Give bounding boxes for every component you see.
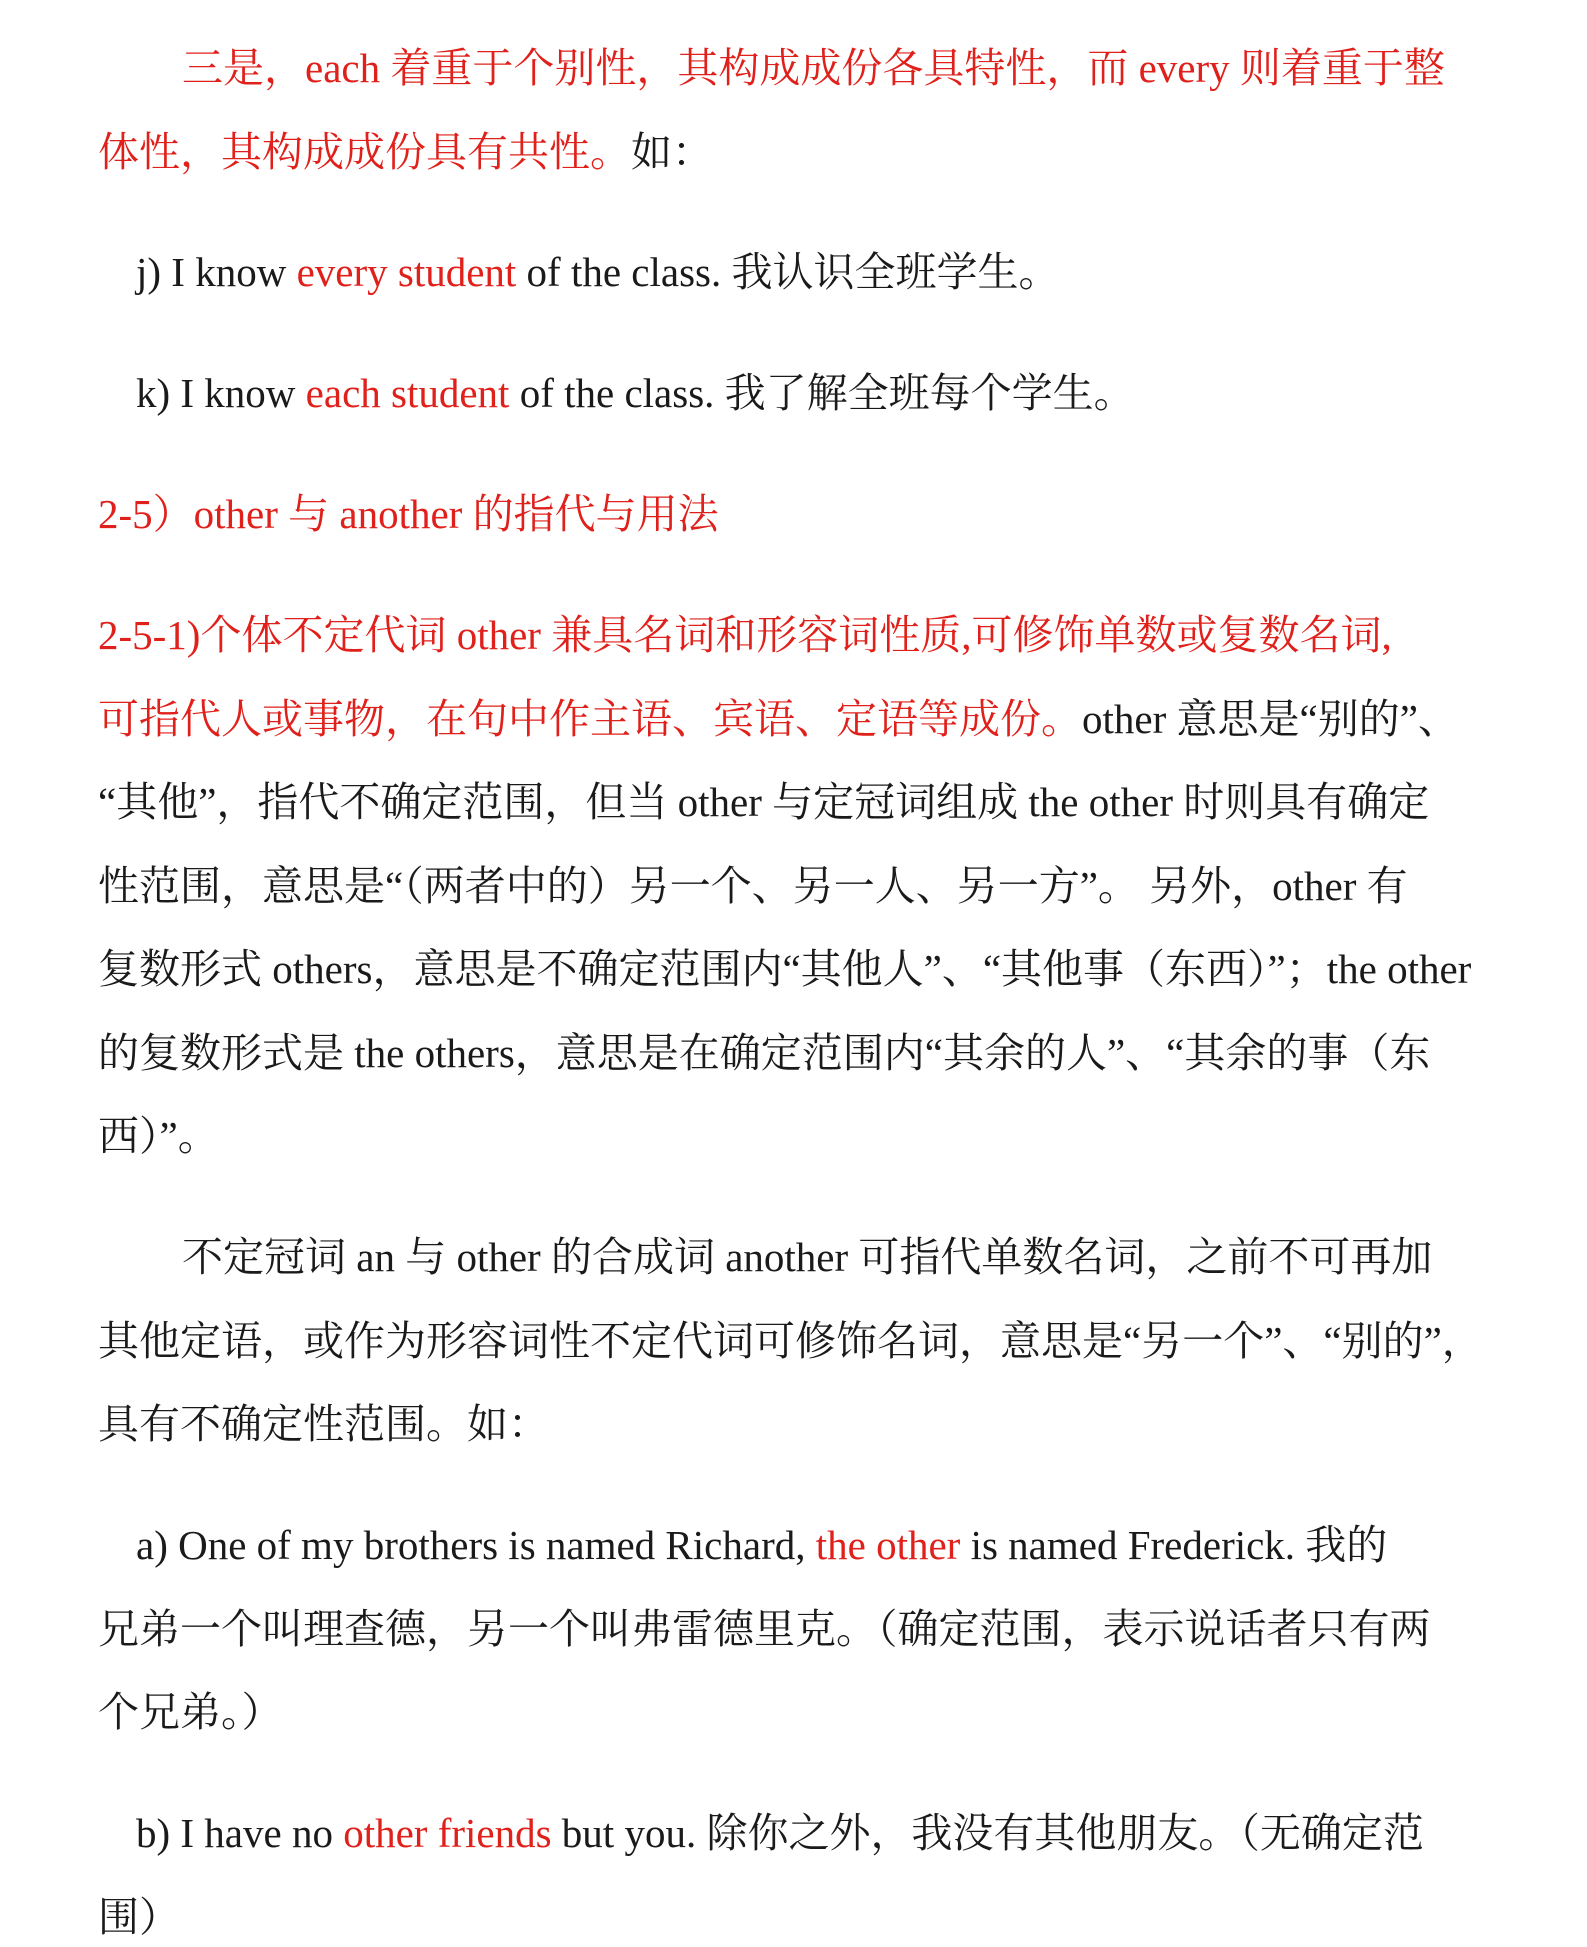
example-b-line-1 xyxy=(136,1803,1424,1863)
paragraph-2-red-text: 可指代人或事物，在句中作主语、宾语、定语等成份。 xyxy=(98,696,1082,742)
example-b-line-2: 围） xyxy=(98,1894,180,1940)
example-a-line-1 xyxy=(136,1515,1387,1575)
paragraph-2-line-1: 2-5-1)个体不定代词 other 兼具名词和形容词性质,可修饰单数或复数名词, xyxy=(98,612,1392,658)
paragraph-1-line-2 xyxy=(98,122,713,182)
paragraph-2-line-7: 西）”。 xyxy=(98,1113,219,1159)
example-a-highlight: the other xyxy=(815,1522,961,1568)
example-j-suffix: of the class. 我认识全班学生。 xyxy=(516,249,1060,295)
example-k-suffix: of the class. 我了解全班每个学生。 xyxy=(509,370,1135,416)
example-j xyxy=(136,242,1060,302)
paragraph-3-line-2: 其他定语，或作为形容词性不定代词可修饰名词，意思是“另一个”、“别的”， xyxy=(98,1318,1483,1364)
paragraph-1-line-1: 三是，each 着重于个别性，其构成成份各具特性，而 every 则着重于整 xyxy=(182,45,1445,91)
paragraph-2-text: other 意思是“别的”、 xyxy=(1082,696,1459,742)
example-a-suffix: is named Frederick. 我的 xyxy=(960,1522,1388,1568)
example-a-prefix: a) One of my brothers is named Richard, xyxy=(136,1522,816,1568)
paragraph-2-line-5: 复数形式 others，意思是不确定范围内“其他人”、“其他事（东西）”；the other xyxy=(98,946,1472,992)
paragraph-1-red-text: 体性，其构成成份具有共性。 xyxy=(98,129,631,175)
example-k xyxy=(136,363,1135,423)
paragraph-2-line-3: “其他”，指代不确定范围，但当 other 与定冠词组成 the other 时则具有确定 xyxy=(98,779,1430,825)
paragraph-2-line-2 xyxy=(98,689,1459,749)
example-b-suffix: but you. 除你之外，我没有其他朋友。（无确定范 xyxy=(551,1810,1424,1856)
example-a-line-3: 个兄弟。） xyxy=(98,1689,283,1735)
example-b-prefix: b) I have no xyxy=(136,1810,344,1856)
paragraph-3-line-1: 不定冠词 an 与 other 的合成词 another 可指代单数名词，之前不可再加 xyxy=(182,1234,1433,1280)
example-j-highlight: every student xyxy=(296,249,517,295)
section-heading-2-5: 2-5）other 与 another 的指代与用法 xyxy=(98,491,719,537)
example-k-highlight: each student xyxy=(305,370,510,416)
example-b-highlight: other friends xyxy=(343,1810,552,1856)
paragraph-1-text: 如： xyxy=(631,129,713,175)
example-k-prefix: k) I know xyxy=(136,370,306,416)
paragraph-2-line-6: 的复数形式是 the others，意思是在确定范围内“其余的人”、“其余的事（东 xyxy=(98,1030,1431,1076)
paragraph-2-line-4: 性范围，意思是“（两者中的）另一个、另一人、另一方”。 另外，other 有 xyxy=(98,863,1408,909)
example-a-line-2: 兄弟一个叫理查德，另一个叫弗雷德里克。（确定范围，表示说话者只有两 xyxy=(98,1606,1431,1652)
example-j-prefix: j) I know xyxy=(136,249,297,295)
paragraph-3-line-3: 具有不确定性范围。如： xyxy=(98,1401,549,1447)
